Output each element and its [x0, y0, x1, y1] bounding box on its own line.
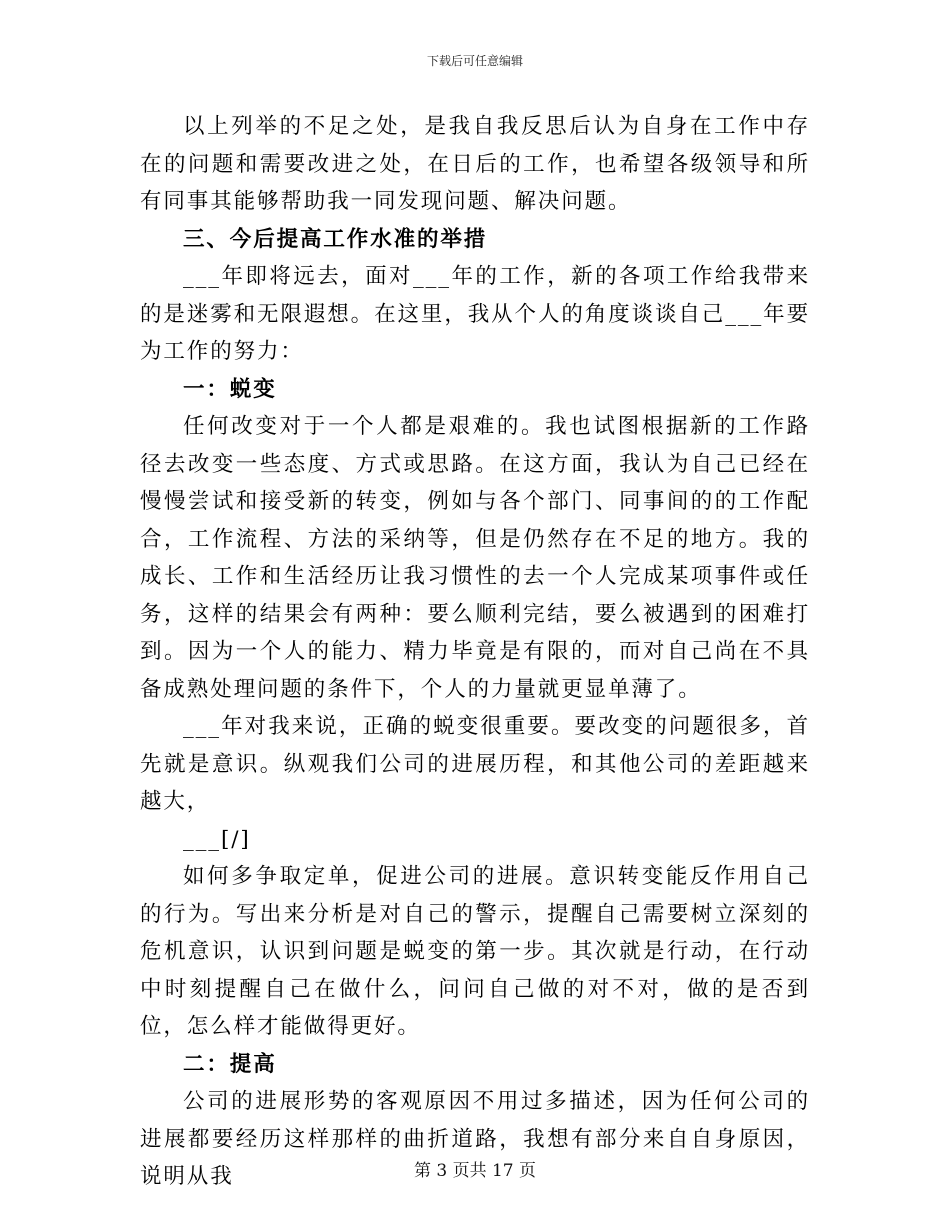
page-footer-page-number: 第 3 页共 17 页 [413, 1161, 537, 1181]
paragraph-awareness-action: 如何多争取定单，促进公司的进展。意识转变能反作用自己的行为。写出来分析是对自己的警示，提醒自己需要树立深刻的危机意识，认识到问题是蜕变的第一步。其次就是行动，在行动中时刻提醒自己在做什么，问问自己做的对不对，做的是否到位，怎么样才能做得更好。 [140, 864, 810, 1039]
subheading-improvement: 二：提高 [183, 1051, 277, 1077]
paragraph-new-year-outlook: ___年即将远去，面对___年的工作，新的各项工作给我带来的是迷雾和无限遐想。在这里，我从个人的角度谈谈自己___年要为工作的努力： [140, 264, 810, 364]
document-body [140, 108, 810, 1196]
subheading-transformation: 一：蜕变 [183, 376, 277, 402]
paragraph-placeholder-fragment: ___[/] [183, 826, 251, 852]
paragraph-shortcomings-summary: 以上列举的不足之处，是我自我反思后认为自身在工作中存在的问题和需要改进之处，在日后的工作，也希望各级领导和所有同事其能够帮助我一同发现问题、解决问题。 [140, 114, 810, 214]
paragraph-change-difficulty: 任何改变对于一个人都是艰难的。我也试图根据新的工作路径去改变一些态度、方式或思路。在这方面，我认为自己已经在慢慢尝试和接受新的转变，例如与各个部门、同事间的的工作配合，工作流程、方法的采纳等，但是仍然存在不足的地方。我的成长、工作和生活经历让我习惯性的去一个人完成某项事件或任务，这样的结果会有两种：要么顺利完结，要么被遇到的困难打到。因为一个人的能力、精力毕竟是有限的，而对自己尚在不具备成熟处理问题的条件下，个人的力量就更显单薄了。 [140, 414, 810, 702]
paragraph-company-development: 公司的进展形势的客观原因不用过多描述，因为任何公司的进展都要经历这样那样的曲折道路，我想有部分来自自身原因，说明从我 [140, 1089, 810, 1189]
paragraph-correct-transformation: ___年对我来说，正确的蜕变很重要。要改变的问题很多，首先就是意识。纵观我们公司的进展历程，和其他公司的差距越来越大， [140, 714, 810, 814]
page-header: 下载后可任意编辑 [426, 54, 523, 68]
section-heading-improvement-measures: 三、今后提高工作水准的举措 [183, 226, 488, 252]
